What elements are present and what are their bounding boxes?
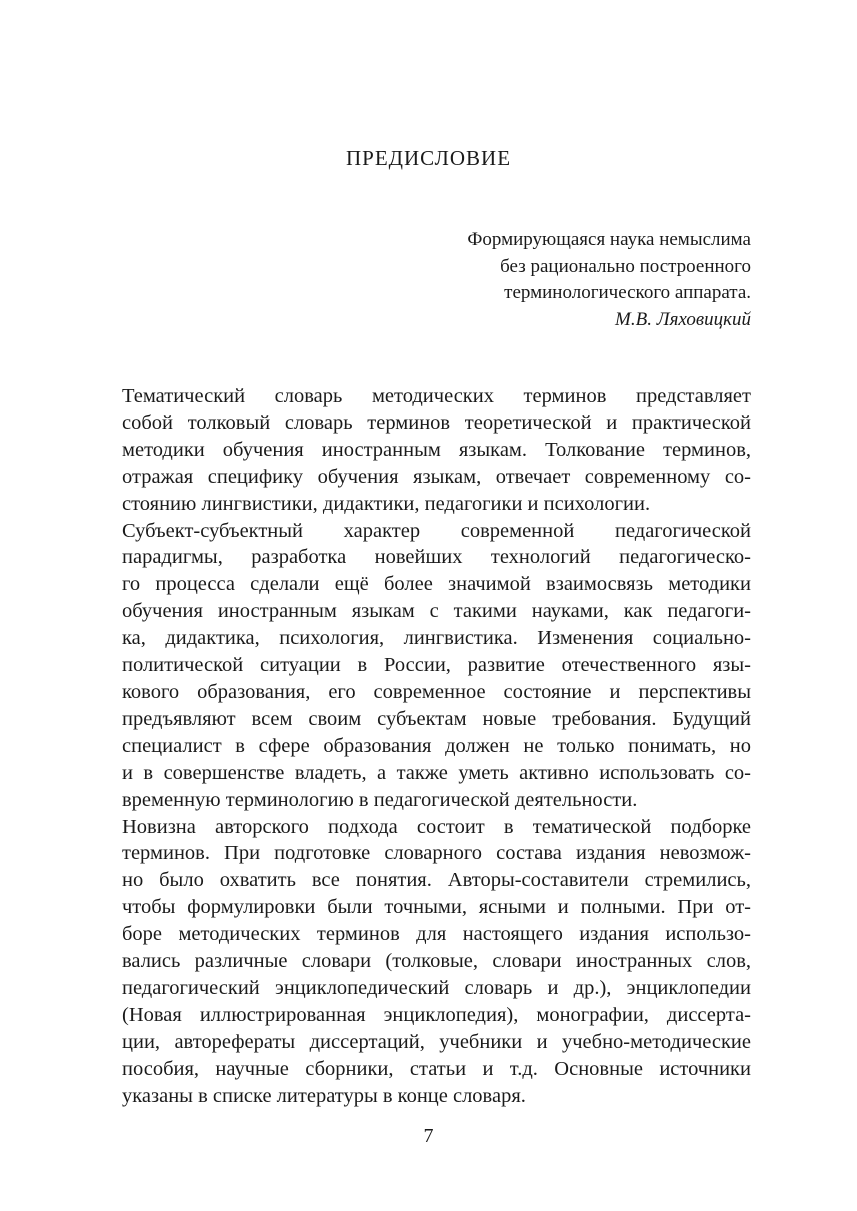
- paragraph-line: ции, авторефераты диссертаций, учебники и учебно-методические: [122, 1030, 751, 1053]
- paragraph-line: чтобы формулировки были точными, ясными и полными. При от-: [122, 896, 751, 919]
- paragraph-line: боре методических терминов для настоящего издания использо-: [122, 923, 751, 946]
- paragraph-line: и в совершенстве владеть, а также уметь активно использовать со-: [122, 761, 751, 784]
- paragraph-line: Новизна авторского подхода состоит в тематической подборке: [122, 815, 751, 838]
- paragraph-line: парадигмы, разработка новейших технологий педагогическо-: [122, 546, 751, 569]
- paragraph-line: го процесса сделали ещё более значимой взаимосвязь методики: [122, 573, 751, 596]
- paragraph-line: ка, дидактика, психология, лингвистика. Изменения социально-: [122, 627, 751, 650]
- body-paragraph: [88, 518, 751, 814]
- body-paragraph: [88, 814, 751, 1110]
- page-number: 7: [423, 1125, 434, 1147]
- paragraph-line: Тематический словарь методических терминов представляет: [122, 385, 751, 407]
- paragraph-line: кового образования, его современное состояние и перспективы: [122, 680, 751, 703]
- body-text: [88, 383, 751, 1109]
- epigraph: [331, 227, 751, 333]
- paragraph-line: политической ситуации в России, развитие отечественного язы-: [122, 654, 751, 677]
- paragraph-line: вались различные словари (толковые, словари иностранных слов,: [122, 950, 751, 973]
- paragraph-line: Субъект-субъектный характер современной педагогической: [122, 519, 751, 542]
- paragraph-line: собой толковый словарь терминов теоретической и практической: [122, 411, 751, 434]
- body-paragraph: [88, 383, 751, 518]
- paragraph-line: стоянию лингвистики, дидактики, педагогики и психологии.: [122, 492, 651, 515]
- paragraph-line: предъявляют всем своим субъектам новые требования. Будущий: [122, 707, 751, 730]
- epigraph-line: без рационально построенного: [500, 255, 751, 277]
- paragraph-line: педагогический энциклопедический словарь и др.), энциклопедии: [122, 976, 751, 999]
- paragraph-line: но было охватить все понятия. Авторы-составители стремились,: [122, 869, 751, 892]
- paragraph-line: специалист в сфере образования должен не только понимать, но: [122, 734, 751, 757]
- paragraph-line: обучения иностранным языкам с такими науками, как педагоги-: [122, 600, 751, 623]
- epigraph-line: терминологического аппарата.: [504, 282, 751, 303]
- paragraph-line: временную терминологию в педагогической деятельности.: [122, 788, 638, 811]
- paragraph-line: методики обучения иностранным языкам. Толкование терминов,: [122, 438, 751, 461]
- paragraph-line: указаны в списке литературы в конце словаря.: [122, 1084, 526, 1107]
- paragraph-line: терминов. При подготовке словарного состава издания невозмож-: [122, 842, 751, 865]
- page-title: ПРЕДИСЛОВИЕ: [345, 146, 512, 170]
- epigraph-author: М.В. Ляховицкий: [615, 308, 751, 330]
- paragraph-line: (Новая иллюстрированная энциклопедия), монографии, диссерта-: [122, 1003, 751, 1026]
- paragraph-line: пособия, научные сборники, статьи и т.д. Основные источники: [122, 1057, 751, 1080]
- epigraph-line: Формирующаяся наука немыслима: [467, 229, 751, 250]
- paragraph-line: отражая специфику обучения языкам, отвечает современному со-: [122, 465, 751, 488]
